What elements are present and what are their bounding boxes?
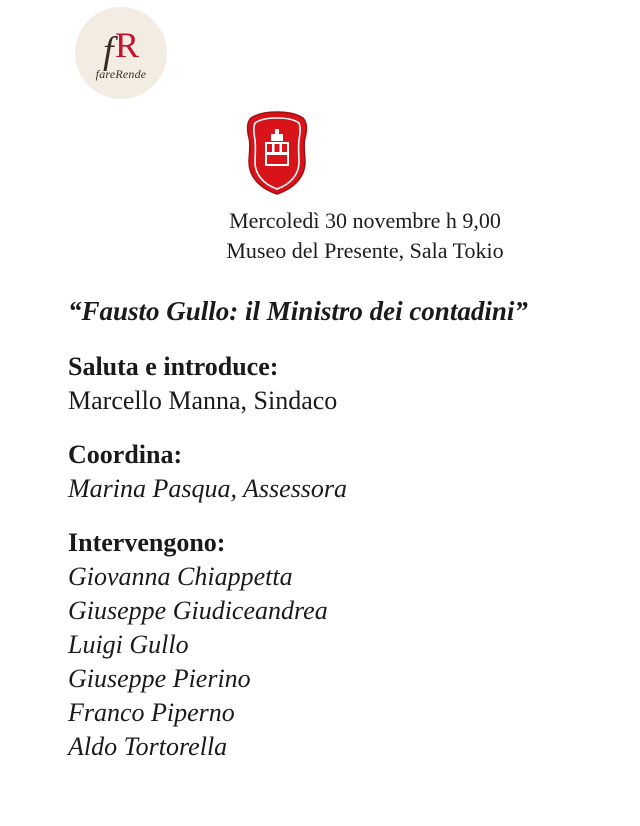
municipal-crest-icon: [245, 110, 309, 196]
speaker-item: Giovanna Chiappetta: [68, 562, 293, 591]
welcome-person: Marcello Manna, Sindaco: [68, 386, 338, 415]
coordination-section: [68, 438, 623, 506]
speakers-section: [68, 526, 623, 764]
speaker-item: Franco Piperno: [68, 698, 235, 727]
event-title: “Fausto Gullo: il Ministro dei contadini”: [68, 296, 528, 326]
coordination-person: Marina Pasqua, Assessora: [68, 474, 348, 503]
speakers-list: [68, 560, 623, 764]
svg-text:f: f: [103, 30, 114, 72]
speaker-item: Aldo Tortorella: [68, 732, 228, 761]
speaker-item: Giuseppe Giudiceandrea: [68, 596, 328, 625]
welcome-heading: Saluta e introduce:: [68, 352, 279, 381]
main-content: [68, 294, 623, 784]
speaker-item: Luigi Gullo: [68, 630, 189, 659]
coordination-heading: Coordina:: [68, 440, 183, 469]
farerende-logo: [75, 7, 167, 99]
event-venue: Museo del Presente, Sala Tokio: [226, 238, 504, 263]
event-info: [150, 206, 580, 266]
speakers-heading: Intervengono:: [68, 528, 226, 557]
speaker-item: Giuseppe Pierino: [68, 664, 251, 693]
welcome-section: [68, 350, 623, 418]
farerende-logo-icon: [75, 7, 167, 99]
svg-text:R: R: [115, 25, 140, 65]
logo-text: fareRende: [95, 67, 147, 81]
event-date: Mercoledì 30 novembre h 9,00: [229, 208, 501, 233]
